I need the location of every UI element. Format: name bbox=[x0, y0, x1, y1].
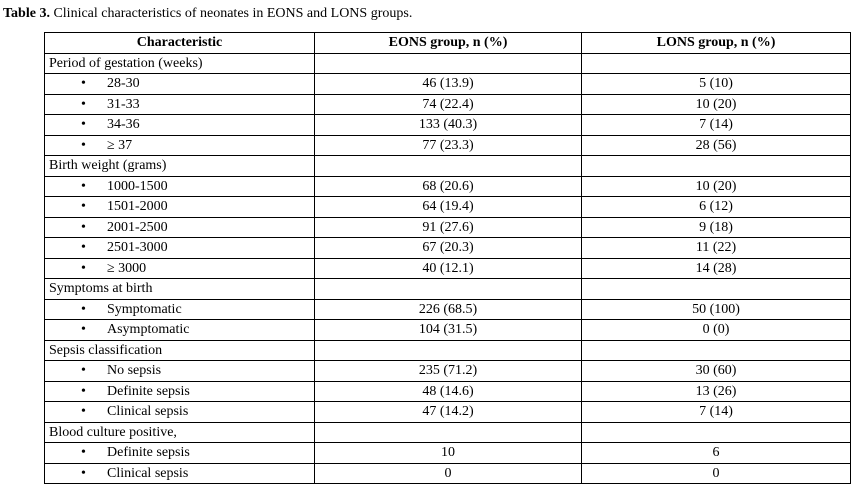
row-label: Definite sepsis bbox=[107, 383, 190, 399]
eons-value: 67 (20.3) bbox=[315, 238, 582, 259]
table-row bbox=[45, 197, 851, 218]
header-lons: LONS group, n (%) bbox=[582, 33, 851, 54]
lons-value: 14 (28) bbox=[582, 258, 851, 279]
section-title: Blood culture positive, bbox=[45, 422, 315, 443]
row-label: Definite sepsis bbox=[107, 445, 190, 461]
characteristic-cell bbox=[45, 402, 315, 423]
empty-cell bbox=[315, 279, 582, 300]
bullet-icon: • bbox=[81, 137, 86, 153]
lons-value: 7 (14) bbox=[582, 115, 851, 136]
clinical-characteristics-table bbox=[44, 32, 851, 484]
empty-cell bbox=[315, 422, 582, 443]
section-row bbox=[45, 422, 851, 443]
section-title: Birth weight (grams) bbox=[45, 156, 315, 177]
table-row bbox=[45, 115, 851, 136]
empty-cell bbox=[582, 279, 851, 300]
characteristic-cell bbox=[45, 299, 315, 320]
table-row bbox=[45, 299, 851, 320]
table-row bbox=[45, 463, 851, 484]
table-row bbox=[45, 381, 851, 402]
bullet-icon: • bbox=[81, 178, 86, 194]
table-row bbox=[45, 176, 851, 197]
characteristic-cell bbox=[45, 443, 315, 464]
eons-value: 10 bbox=[315, 443, 582, 464]
eons-value: 74 (22.4) bbox=[315, 94, 582, 115]
eons-value: 235 (71.2) bbox=[315, 361, 582, 382]
characteristic-cell bbox=[45, 463, 315, 484]
table-body bbox=[45, 53, 851, 484]
eons-value: 91 (27.6) bbox=[315, 217, 582, 238]
eons-value: 47 (14.2) bbox=[315, 402, 582, 423]
row-label: 34-36 bbox=[107, 117, 140, 133]
empty-cell bbox=[315, 156, 582, 177]
bullet-icon: • bbox=[81, 383, 86, 399]
characteristic-cell bbox=[45, 115, 315, 136]
eons-value: 104 (31.5) bbox=[315, 320, 582, 341]
empty-cell bbox=[315, 53, 582, 74]
table-row bbox=[45, 238, 851, 259]
eons-value: 226 (68.5) bbox=[315, 299, 582, 320]
caption-label: Table 3. bbox=[3, 6, 50, 21]
lons-value: 0 bbox=[582, 463, 851, 484]
table-row bbox=[45, 320, 851, 341]
empty-cell bbox=[582, 53, 851, 74]
section-title: Sepsis classification bbox=[45, 340, 315, 361]
empty-cell bbox=[582, 156, 851, 177]
bullet-icon: • bbox=[81, 117, 86, 133]
row-label: ≥ 3000 bbox=[107, 260, 147, 276]
bullet-icon: • bbox=[81, 76, 86, 92]
bullet-icon: • bbox=[81, 404, 86, 420]
eons-value: 77 (23.3) bbox=[315, 135, 582, 156]
lons-value: 50 (100) bbox=[582, 299, 851, 320]
lons-value: 28 (56) bbox=[582, 135, 851, 156]
caption-text: Clinical characteristics of neonates in EONS and LONS groups. bbox=[49, 6, 413, 21]
characteristic-cell bbox=[45, 320, 315, 341]
characteristic-cell bbox=[45, 258, 315, 279]
section-title: Period of gestation (weeks) bbox=[45, 53, 315, 74]
characteristic-cell bbox=[45, 94, 315, 115]
section-row bbox=[45, 53, 851, 74]
characteristic-cell bbox=[45, 217, 315, 238]
lons-value: 6 (12) bbox=[582, 197, 851, 218]
table-row bbox=[45, 217, 851, 238]
characteristic-cell bbox=[45, 74, 315, 95]
lons-value: 10 (20) bbox=[582, 94, 851, 115]
eons-value: 0 bbox=[315, 463, 582, 484]
table-row bbox=[45, 258, 851, 279]
lons-value: 5 (10) bbox=[582, 74, 851, 95]
row-label: 2501-3000 bbox=[107, 240, 168, 256]
bullet-icon: • bbox=[81, 301, 86, 317]
bullet-icon: • bbox=[81, 260, 86, 276]
row-label: ≥ 37 bbox=[107, 137, 133, 153]
row-label: Symptomatic bbox=[107, 301, 182, 317]
characteristic-cell bbox=[45, 381, 315, 402]
bullet-icon: • bbox=[81, 96, 86, 112]
table-caption bbox=[3, 5, 412, 23]
eons-value: 68 (20.6) bbox=[315, 176, 582, 197]
eons-value: 133 (40.3) bbox=[315, 115, 582, 136]
empty-cell bbox=[582, 340, 851, 361]
table-row bbox=[45, 402, 851, 423]
table-row bbox=[45, 94, 851, 115]
row-label: 31-33 bbox=[107, 96, 140, 112]
bullet-icon: • bbox=[81, 219, 86, 235]
row-label: Clinical sepsis bbox=[107, 465, 189, 481]
section-row bbox=[45, 340, 851, 361]
bullet-icon: • bbox=[81, 199, 86, 215]
header-eons: EONS group, n (%) bbox=[315, 33, 582, 54]
lons-value: 11 (22) bbox=[582, 238, 851, 259]
lons-value: 6 bbox=[582, 443, 851, 464]
row-label: Clinical sepsis bbox=[107, 404, 189, 420]
lons-value: 30 (60) bbox=[582, 361, 851, 382]
section-row bbox=[45, 156, 851, 177]
characteristic-cell bbox=[45, 197, 315, 218]
lons-value: 7 (14) bbox=[582, 402, 851, 423]
table-row bbox=[45, 361, 851, 382]
lons-value: 10 (20) bbox=[582, 176, 851, 197]
row-label: No sepsis bbox=[107, 363, 162, 379]
row-label: 1501-2000 bbox=[107, 199, 168, 215]
characteristic-cell bbox=[45, 361, 315, 382]
characteristic-cell bbox=[45, 135, 315, 156]
section-row bbox=[45, 279, 851, 300]
lons-value: 13 (26) bbox=[582, 381, 851, 402]
lons-value: 0 (0) bbox=[582, 320, 851, 341]
eons-value: 48 (14.6) bbox=[315, 381, 582, 402]
table-row bbox=[45, 135, 851, 156]
characteristic-cell bbox=[45, 238, 315, 259]
bullet-icon: • bbox=[81, 465, 86, 481]
bullet-icon: • bbox=[81, 322, 86, 338]
eons-value: 40 (12.1) bbox=[315, 258, 582, 279]
eons-value: 64 (19.4) bbox=[315, 197, 582, 218]
empty-cell bbox=[582, 422, 851, 443]
characteristic-cell bbox=[45, 176, 315, 197]
section-title: Symptoms at birth bbox=[45, 279, 315, 300]
table-row bbox=[45, 443, 851, 464]
bullet-icon: • bbox=[81, 363, 86, 379]
row-label: 1000-1500 bbox=[107, 178, 168, 194]
table-row bbox=[45, 74, 851, 95]
bullet-icon: • bbox=[81, 445, 86, 461]
header-characteristic: Characteristic bbox=[45, 33, 315, 54]
header-row bbox=[45, 33, 851, 54]
empty-cell bbox=[315, 340, 582, 361]
row-label: Asymptomatic bbox=[107, 322, 190, 338]
lons-value: 9 (18) bbox=[582, 217, 851, 238]
row-label: 28-30 bbox=[107, 76, 140, 92]
bullet-icon: • bbox=[81, 240, 86, 256]
row-label: 2001-2500 bbox=[107, 219, 168, 235]
eons-value: 46 (13.9) bbox=[315, 74, 582, 95]
